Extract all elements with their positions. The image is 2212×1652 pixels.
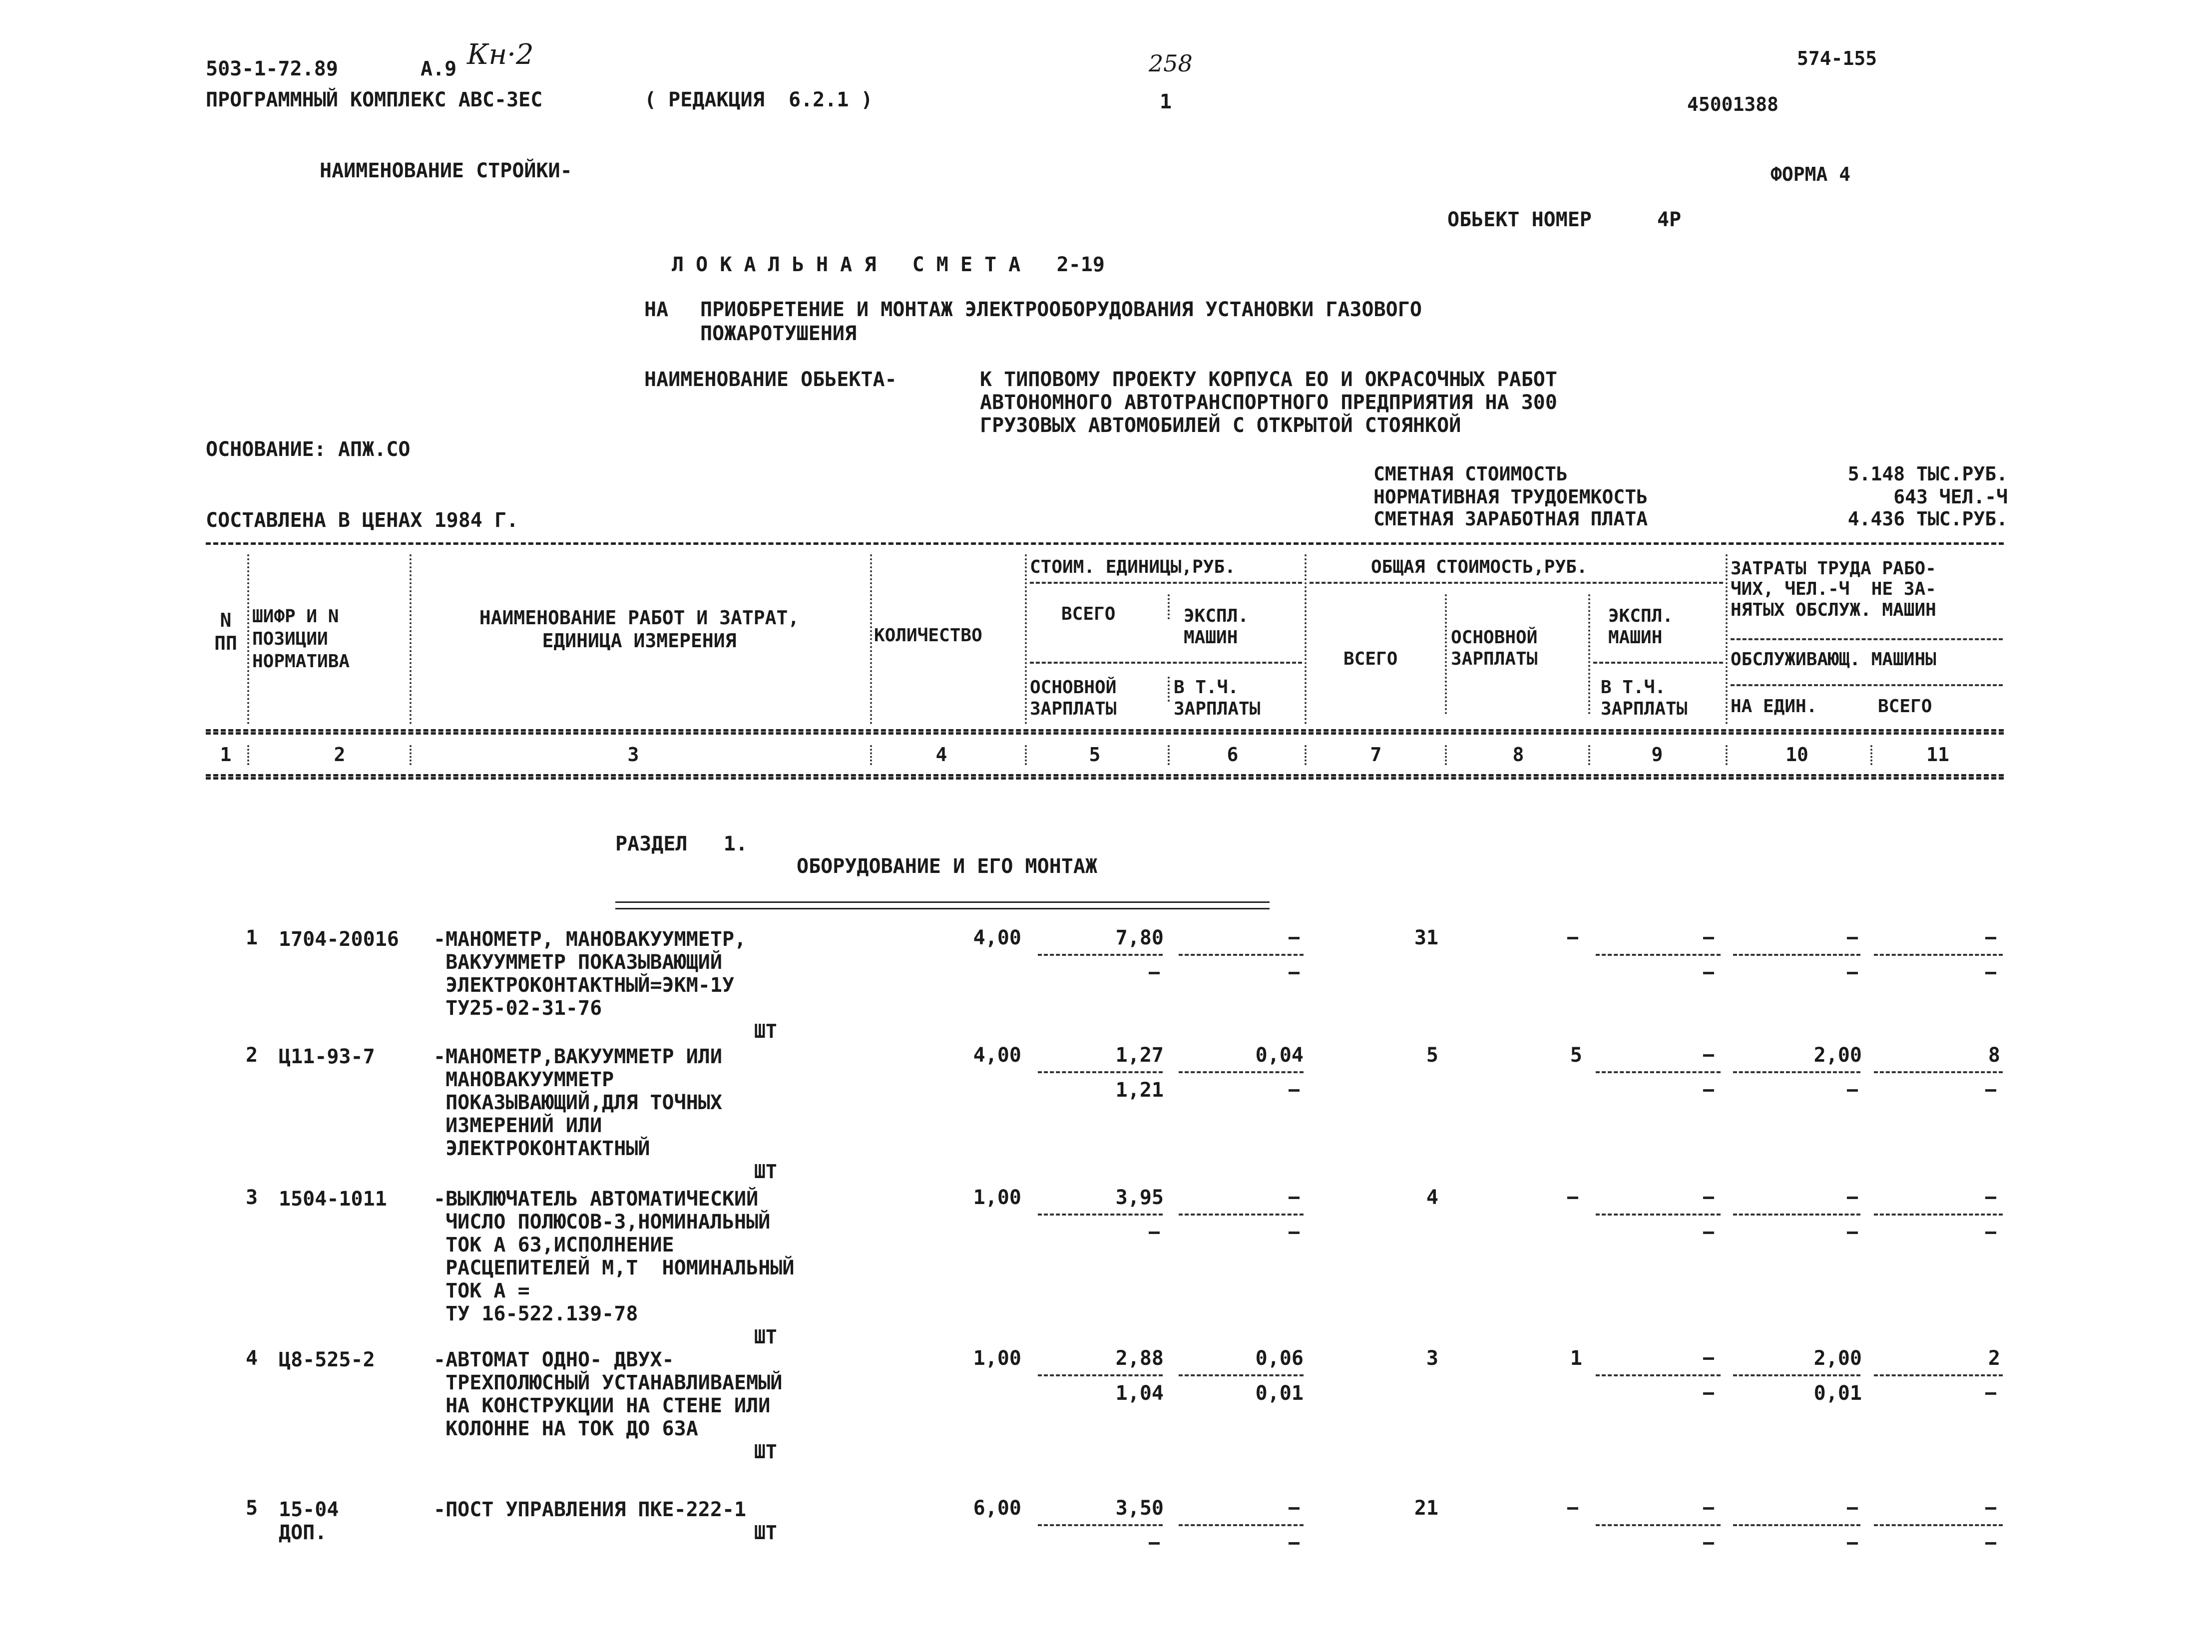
row-unit-incl — [1289, 1542, 1300, 1545]
row-labor-total-2 — [1985, 1392, 1996, 1395]
sheet-code: А.9 — [421, 57, 457, 80]
row-labor-unit-2 — [1847, 1089, 1858, 1092]
row-unit-total: 7,80 — [1115, 926, 1164, 949]
header-bottom-rule — [206, 729, 2004, 732]
cell-rule — [1596, 954, 1721, 956]
col-divider — [410, 554, 412, 724]
header-rule — [1310, 582, 1723, 584]
cell-rule — [1179, 1524, 1304, 1526]
col-header-name: НАИМЕНОВАНИЕ РАБОТ И ЗАТРАТ, ЕДИНИЦА ИЗМЕРЕНИЯ — [479, 607, 800, 652]
row-labor-total — [1985, 1197, 1996, 1199]
cell-rule — [1733, 1214, 1860, 1216]
row-unit-incl — [1289, 972, 1300, 974]
row-labor-total: 2 — [1988, 1347, 2000, 1370]
col-header-labor-unit: НА ЕДИН. — [1731, 696, 1817, 717]
cell-rule — [1179, 1214, 1304, 1216]
row-total-wage: 1 — [1570, 1347, 1582, 1370]
summary-labor-label: НОРМАТИВНАЯ ТРУДОЕМКОСТЬ — [1373, 486, 1648, 508]
column-number-divider — [1305, 745, 1307, 765]
row-labor-total-2 — [1985, 1232, 1996, 1234]
estimate-title: Л О К А Л Ь Н А Я С М Е Т А 2-19 — [672, 253, 1105, 276]
cell-rule — [1596, 1524, 1721, 1526]
column-number-divider — [1726, 745, 1728, 765]
row-total-wage — [1567, 1197, 1578, 1199]
row-name: -МАНОМЕТР,ВАКУУММЕТР ИЛИ МАНОВАКУУММЕТР ПОКАЗЫВАЮЩИЙ,ДЛЯ ТОЧНЫХ ИЗМЕРЕНИЙ ИЛИ ЭЛЕКТРОКОНТАКТНЫЙ — [434, 1045, 722, 1160]
header-rule — [1593, 662, 1723, 664]
row-labor-unit — [1847, 937, 1858, 939]
price-basis: СОСТАВЛЕНА В ЦЕНАХ 1984 Г. — [206, 509, 519, 532]
col-divider — [1588, 594, 1590, 714]
row-unit-mach — [1289, 937, 1300, 939]
purpose-line-2: ПОЖАРОТУШЕНИЯ — [700, 322, 857, 345]
row-labor-total — [1985, 937, 1996, 939]
column-number-divider — [410, 745, 412, 765]
column-number: 4 — [935, 744, 947, 766]
header-rule — [1731, 684, 2003, 686]
row-labor-unit — [1847, 1507, 1858, 1510]
row-total-incl — [1703, 972, 1714, 974]
row-unit: ШТ — [754, 1522, 777, 1544]
object-number: 4Р — [1657, 208, 1682, 231]
col-header-n: N ПП — [214, 609, 237, 654]
row-total-mach — [1703, 937, 1714, 939]
row-total-mach — [1703, 1054, 1714, 1057]
table-top-rule — [206, 542, 2004, 545]
row-labor-total-2 — [1985, 1542, 1996, 1545]
row-total-incl — [1703, 1232, 1714, 1234]
form-number: ФОРМА 4 — [1770, 163, 1851, 185]
project-name-label: НАИМЕНОВАНИЕ СТРОЙКИ- — [320, 159, 572, 182]
summary-labor-value: 643 ЧЕЛ.-Ч — [1893, 486, 2008, 508]
row-unit-mach — [1289, 1197, 1300, 1199]
cell-rule — [1038, 1524, 1163, 1526]
column-number: 9 — [1651, 744, 1663, 766]
row-number: 1 — [246, 926, 258, 949]
summary-wage-label: СМЕТНАЯ ЗАРАБОТНАЯ ПЛАТА — [1373, 508, 1648, 530]
col-header-total-cost: ОБЩАЯ СТОИМОСТЬ,РУБ. — [1371, 557, 1588, 577]
row-quantity: 6,00 — [973, 1497, 1021, 1520]
row-unit-wage — [1149, 1542, 1160, 1545]
column-number: 5 — [1089, 744, 1101, 766]
cell-rule — [1874, 1524, 2003, 1526]
row-unit-mach: 0,06 — [1255, 1347, 1304, 1370]
column-numbers-rule — [206, 774, 2004, 777]
row-unit-wage — [1149, 972, 1160, 974]
column-number: 10 — [1785, 744, 1808, 766]
object-line-1: К ТИПОВОМУ ПРОЕКТУ КОРПУСА ЕО И ОКРАСОЧНЫХ РАБОТ — [980, 368, 1557, 391]
col-header-total-incl: В Т.Ч. ЗАРПЛАТЫ — [1601, 677, 1688, 720]
row-name: -ПОСТ УПРАВЛЕНИЯ ПКЕ-222-1 — [434, 1498, 747, 1521]
row-name: -МАНОМЕТР, МАНОВАКУУММЕТР, ВАКУУММЕТР ПОКАЗЫВАЮЩИЙ ЭЛЕКТРОКОНТАКТНЫЙ=ЭКМ-1У ТУ25-02-31-76 — [434, 928, 747, 1020]
cell-rule — [1874, 1374, 2003, 1376]
cell-rule — [1596, 1071, 1721, 1073]
row-total-incl — [1703, 1392, 1714, 1395]
summary-cost-value: 5.148 ТЫС.РУБ. — [1847, 463, 2008, 485]
col-header-unit-cost: СТОИМ. ЕДИНИЦЫ,РУБ. — [1030, 557, 1236, 577]
row-labor-total: 8 — [1988, 1044, 2000, 1067]
cell-rule — [1596, 1214, 1721, 1216]
row-total: 3 — [1426, 1347, 1438, 1370]
column-number: 1 — [220, 744, 232, 766]
purpose-line-1: ПРИОБРЕТЕНИЕ И МОНТАЖ ЭЛЕКТРООБОРУДОВАНИЯ УСТАНОВКИ ГАЗОВОГО — [700, 298, 1422, 321]
column-number-divider — [247, 745, 249, 765]
row-quantity: 4,00 — [973, 1044, 1021, 1067]
purpose-prefix: НА — [644, 298, 669, 321]
column-number: 11 — [1926, 744, 1949, 766]
ref-code: 574-155 — [1797, 47, 1877, 69]
object-line-3: ГРУЗОВЫХ АВТОМОБИЛЕЙ С ОТКРЫТОЙ СТОЯНКОЙ — [980, 414, 1461, 437]
row-number: 5 — [246, 1497, 258, 1520]
col-divider — [870, 554, 872, 724]
column-number-divider — [1588, 745, 1590, 765]
row-total: 21 — [1414, 1497, 1438, 1520]
row-code: Ц8-525-2 — [279, 1348, 375, 1371]
row-total: 5 — [1426, 1044, 1438, 1067]
row-unit-total: 1,27 — [1115, 1044, 1164, 1067]
cell-rule — [1038, 1214, 1163, 1216]
col-header-labor-total: ВСЕГО — [1878, 696, 1932, 717]
row-unit-incl — [1289, 1232, 1300, 1234]
row-quantity: 1,00 — [973, 1347, 1021, 1370]
cell-rule — [1733, 1071, 1860, 1073]
row-unit: ШТ — [754, 1441, 777, 1463]
object-line-2: АВТОНОМНОГО АВТОТРАНСПОРТНОГО ПРЕДПРИЯТИЯ НА 300 — [980, 391, 1557, 414]
row-labor-unit: 2,00 — [1813, 1347, 1862, 1370]
cell-rule — [1733, 954, 1860, 956]
row-total-wage: 5 — [1570, 1044, 1582, 1067]
row-labor-unit-2 — [1847, 1232, 1858, 1234]
row-labor-total-2 — [1985, 1089, 1996, 1092]
row-unit: ШТ — [754, 1020, 777, 1042]
column-number-divider — [1025, 745, 1027, 765]
row-unit-mach — [1289, 1507, 1300, 1510]
col-divider — [1445, 594, 1447, 714]
row-number: 2 — [246, 1044, 258, 1067]
row-labor-unit: 2,00 — [1813, 1044, 1862, 1067]
row-quantity: 4,00 — [973, 926, 1021, 949]
row-code: 15-04 ДОП. — [279, 1498, 339, 1544]
program-name: ПРОГРАММНЫЙ КОМПЛЕКС АВС-3ЕС — [206, 88, 543, 111]
column-number: 6 — [1227, 744, 1239, 766]
cell-rule — [1874, 1214, 2003, 1216]
sheet-number: 1 — [1160, 90, 1172, 113]
copy-mark: Кн·2 — [467, 38, 534, 71]
col-divider — [247, 554, 249, 724]
column-number: 7 — [1370, 744, 1382, 766]
row-name: -ВЫКЛЮЧАТЕЛЬ АВТОМАТИЧЕСКИЙ ЧИСЛО ПОЛЮСОВ-3,НОМИНАЛЬНЫЙ ТОК А 63,ИСПОЛНЕНИЕ РАСЦЕПИТЕЛЕЙ М,Т НОМИНАЛЬНЫЙ ТОК А = ТУ 16-522.139-78 — [434, 1188, 795, 1325]
column-number: 8 — [1512, 744, 1524, 766]
row-total-mach — [1703, 1357, 1714, 1360]
cell-rule — [1038, 1071, 1163, 1073]
row-labor-unit — [1847, 1197, 1858, 1199]
row-code: 1704-20016 — [279, 928, 399, 951]
row-unit: ШТ — [754, 1161, 777, 1183]
col-divider — [1305, 554, 1307, 724]
col-header-unit-total: ВСЕГО — [1061, 604, 1116, 624]
row-total-wage — [1567, 1507, 1578, 1510]
row-code: Ц11-93-7 — [279, 1045, 375, 1068]
section-underline — [615, 901, 1270, 909]
row-unit-incl — [1289, 1089, 1300, 1092]
row-unit: ШТ — [754, 1326, 777, 1348]
cell-rule — [1038, 1374, 1163, 1376]
col-header-code: ШИФР И N ПОЗИЦИИ НОРМАТИВА — [252, 606, 350, 672]
basis: ОСНОВАНИЕ: АПЖ.СО — [206, 438, 411, 461]
section-title: ОБОРУДОВАНИЕ И ЕГО МОНТАЖ — [797, 855, 1098, 878]
cell-rule — [1733, 1524, 1860, 1526]
summary-wage-value: 4.436 ТЫС.РУБ. — [1847, 508, 2008, 530]
cell-rule — [1733, 1374, 1860, 1376]
object-number-label: ОБЬЕКТ НОМЕР — [1447, 208, 1592, 231]
row-unit-mach: 0,04 — [1255, 1044, 1304, 1067]
col-header-unit-wage: ОСНОВНОЙ ЗАРПЛАТЫ — [1030, 677, 1117, 720]
row-unit-total: 3,50 — [1115, 1497, 1164, 1520]
row-labor-total — [1985, 1507, 1996, 1510]
header-rule — [1030, 662, 1302, 664]
col-header-labor: ЗАТРАТЫ ТРУДА РАБО- ЧИХ, ЧЕЛ.-Ч НЕ ЗА- НЯТЫХ ОБСЛУЖ. МАШИН — [1731, 558, 1936, 620]
row-code: 1504-1011 — [279, 1188, 387, 1211]
row-labor-unit-2 — [1847, 1542, 1858, 1545]
col-divider — [1726, 554, 1728, 724]
col-header-qty: КОЛИЧЕСТВО — [874, 625, 982, 646]
header-rule — [1731, 638, 2003, 640]
col-header-total-mach: ЭКСПЛ. МАШИН — [1608, 606, 1674, 648]
page-number: 258 — [1149, 50, 1193, 77]
col-divider — [1168, 594, 1170, 619]
col-header-labor-sub: ОБСЛУЖИВАЮЩ. МАШИНЫ — [1731, 649, 1936, 670]
col-header-total-wage: ОСНОВНОЙ ЗАРПЛАТЫ — [1451, 627, 1538, 670]
row-unit-wage: 1,04 — [1115, 1382, 1164, 1405]
row-unit-wage — [1149, 1232, 1160, 1234]
column-number-divider — [1445, 745, 1447, 765]
column-number: 2 — [334, 744, 346, 766]
row-unit-wage: 1,21 — [1115, 1079, 1164, 1102]
col-header-unit-incl: В Т.Ч. ЗАРПЛАТЫ — [1174, 677, 1261, 720]
row-unit-total: 2,88 — [1115, 1347, 1164, 1370]
column-number-divider — [1168, 745, 1170, 765]
row-number: 4 — [246, 1347, 258, 1370]
row-total-incl — [1703, 1542, 1714, 1545]
row-total-mach — [1703, 1197, 1714, 1199]
cell-rule — [1874, 1071, 2003, 1073]
col-divider — [1025, 554, 1027, 724]
row-unit-total: 3,95 — [1115, 1186, 1164, 1209]
cell-rule — [1179, 1071, 1304, 1073]
row-total-incl — [1703, 1089, 1714, 1092]
row-total: 4 — [1426, 1186, 1438, 1209]
cell-rule — [1596, 1374, 1721, 1376]
cell-rule — [1874, 954, 2003, 956]
object-label: НАИМЕНОВАНИЕ ОБЬЕКТА- — [644, 368, 897, 391]
row-labor-unit-2 — [1847, 972, 1858, 974]
summary-cost-label: СМЕТНАЯ СТОИМОСТЬ — [1373, 463, 1568, 485]
row-name: -АВТОМАТ ОДНО- ДВУХ- ТРЕХПОЛЮСНЫЙ УСТАНАВЛИВАЕМЫЙ НА КОНСТРУКЦИИ НА СТЕНЕ ИЛИ КОЛОННЕ НА ТОК ДО 63А — [434, 1348, 783, 1440]
doc-code: 503-1-72.89 — [206, 57, 338, 80]
col-divider — [1168, 677, 1170, 702]
row-labor-total-2 — [1985, 972, 1996, 974]
section-label: РАЗДЕЛ 1. — [615, 832, 748, 855]
cell-rule — [1179, 1374, 1304, 1376]
row-total-wage — [1567, 937, 1578, 939]
cell-rule — [1179, 954, 1304, 956]
header-bottom-rule — [206, 732, 2004, 735]
doc-id: 45001388 — [1687, 93, 1779, 115]
col-header-unit-mach: ЭКСПЛ. МАШИН — [1184, 606, 1249, 648]
row-total: 31 — [1414, 926, 1438, 949]
row-unit-incl: 0,01 — [1255, 1382, 1304, 1405]
col-header-total-all: ВСЕГО — [1343, 649, 1398, 669]
row-labor-unit-2: 0,01 — [1813, 1382, 1862, 1405]
row-total-mach — [1703, 1507, 1714, 1510]
header-rule — [1030, 582, 1302, 584]
program-edition: ( РЕДАКЦИЯ 6.2.1 ) — [644, 88, 873, 111]
column-numbers-rule — [206, 777, 2004, 780]
row-number: 3 — [246, 1186, 258, 1209]
column-number: 3 — [627, 744, 639, 766]
row-quantity: 1,00 — [973, 1186, 1021, 1209]
column-number-divider — [1870, 745, 1872, 765]
cell-rule — [1038, 954, 1163, 956]
column-number-divider — [870, 745, 872, 765]
